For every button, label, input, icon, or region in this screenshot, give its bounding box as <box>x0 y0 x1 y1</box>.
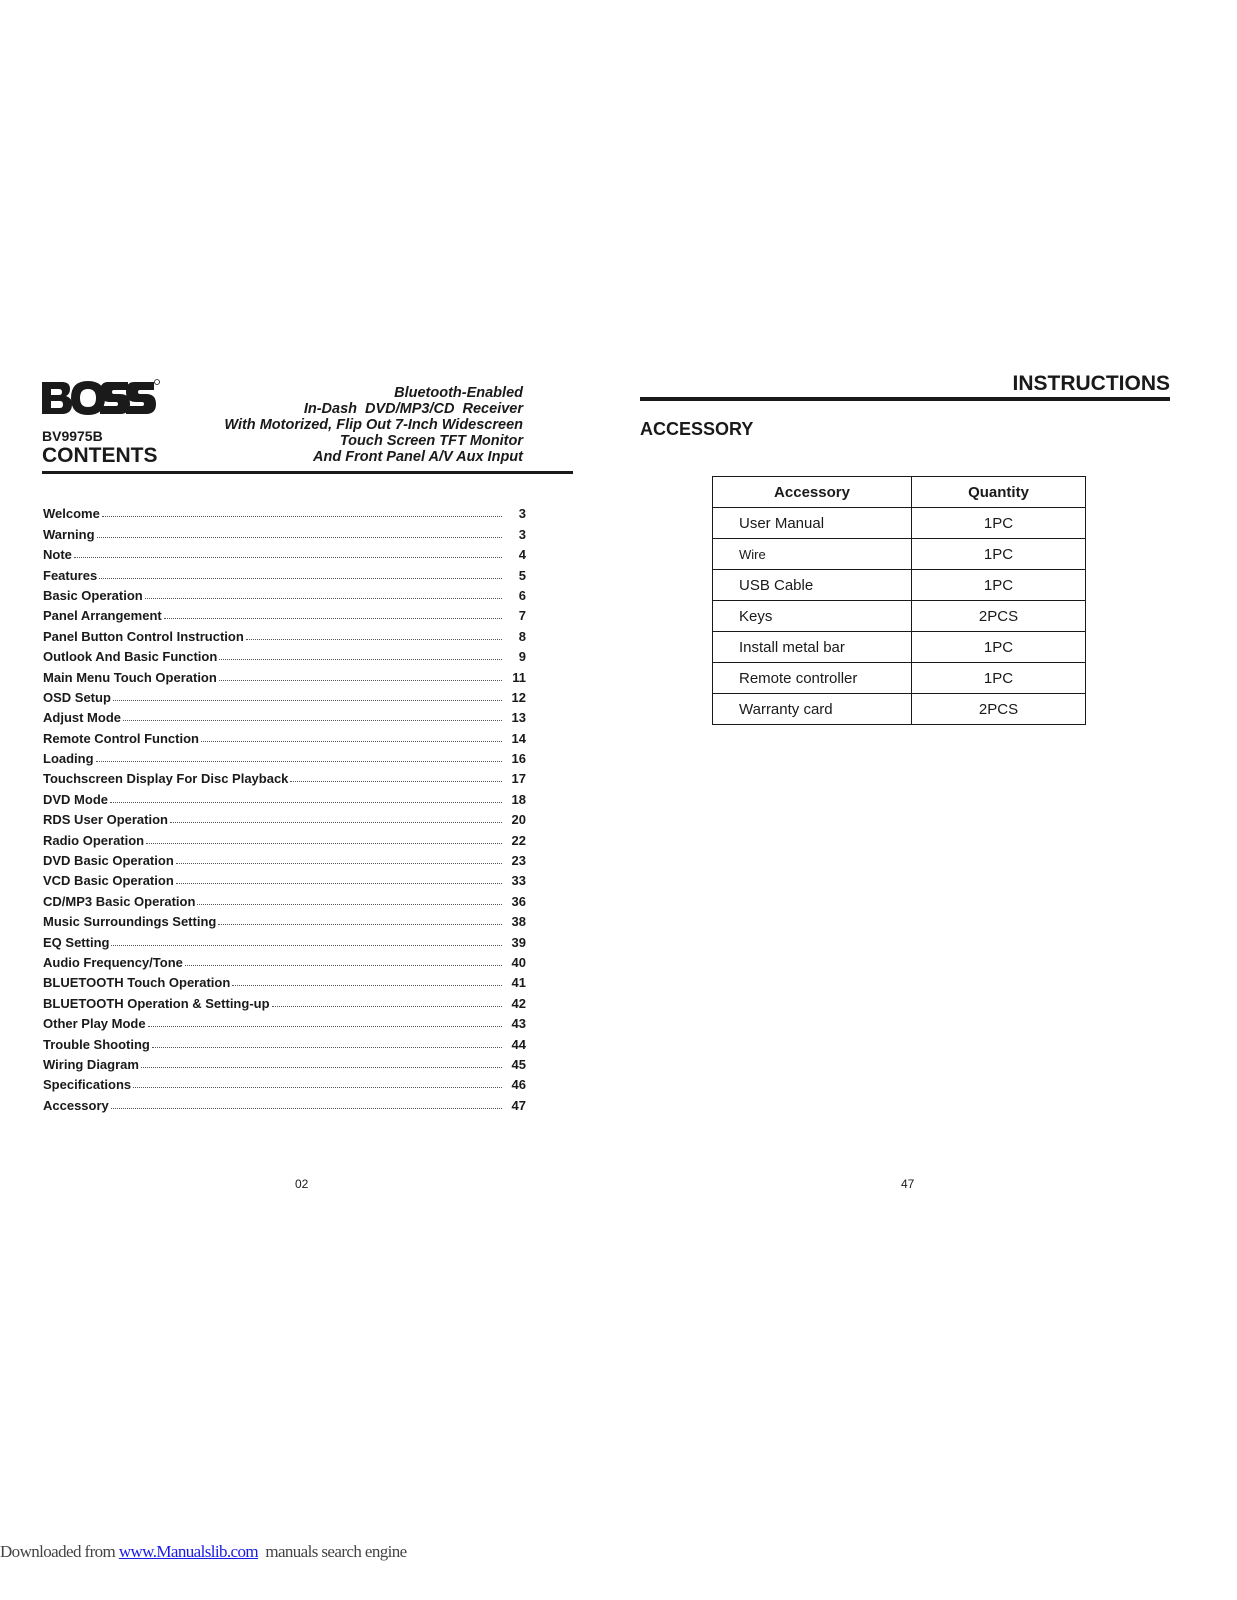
toc-entry <box>43 501 526 521</box>
toc-entry <box>43 929 526 949</box>
toc-entry <box>43 1092 526 1112</box>
toc-label: Loading <box>43 751 94 767</box>
toc-leader-dots <box>99 578 502 579</box>
toc-label: Other Play Mode <box>43 1016 146 1032</box>
toc-leader-dots <box>185 965 502 966</box>
toc-entry <box>43 725 526 745</box>
model-number: BV9975B <box>42 428 103 444</box>
toc-leader-dots <box>232 985 502 986</box>
accessory-name: Wire <box>713 539 912 570</box>
toc-entry <box>43 786 526 806</box>
toc-leader-dots <box>170 822 502 823</box>
page-number-right: 47 <box>901 1177 915 1191</box>
toc-entry <box>43 909 526 929</box>
toc-page-number: 9 <box>518 649 526 665</box>
toc-label: CD/MP3 Basic Operation <box>43 893 196 909</box>
toc-entry <box>43 1011 526 1031</box>
toc-entry <box>43 583 526 603</box>
toc-leader-dots <box>74 557 502 558</box>
toc-label: BLUETOOTH Operation & Setting-up <box>43 995 270 1011</box>
table-row <box>713 508 1086 539</box>
toc-entry <box>43 746 526 766</box>
toc-leader-dots <box>152 1047 502 1048</box>
accessory-quantity: 1PC <box>912 663 1086 694</box>
toc-leader-dots <box>272 1006 502 1007</box>
toc-page-number: 14 <box>511 730 526 746</box>
toc-page-number: 39 <box>511 934 526 950</box>
toc-entry <box>43 644 526 664</box>
toc-page-number: 3 <box>518 506 526 522</box>
toc-leader-dots <box>111 1108 502 1109</box>
accessory-name: USB Cable <box>713 570 912 601</box>
accessory-name: Remote controller <box>713 663 912 694</box>
subtitle-line: In-Dash DVD/MP3/CD Receiver <box>303 401 523 417</box>
page-number-left: 02 <box>295 1177 309 1191</box>
toc-entry <box>43 888 526 908</box>
subtitle-line: Bluetooth-Enabled <box>394 385 523 401</box>
table-row <box>713 570 1086 601</box>
toc-entry <box>43 542 526 562</box>
toc-entry <box>43 1052 526 1072</box>
toc-label: Music Surroundings Setting <box>43 914 217 930</box>
toc-page-number: 13 <box>511 710 526 726</box>
accessory-table <box>712 476 1086 725</box>
toc-page-number: 20 <box>511 812 526 828</box>
toc-page-number: 22 <box>511 832 526 848</box>
toc-page-number: 41 <box>511 975 526 991</box>
toc-page-number: 43 <box>511 1016 526 1032</box>
toc-label: Audio Frequency/Tone <box>43 954 183 970</box>
toc-leader-dots <box>219 680 502 681</box>
toc-label: DVD Mode <box>43 791 108 807</box>
toc-leader-dots <box>123 720 502 721</box>
table-row <box>713 632 1086 663</box>
toc-page-number: 33 <box>511 873 526 889</box>
subtitle-line: And Front Panel A/V Aux Input <box>313 449 523 465</box>
toc-label: VCD Basic Operation <box>43 873 174 889</box>
toc-page-number: 47 <box>511 1097 526 1113</box>
toc-entry <box>43 603 526 623</box>
toc-entry <box>43 562 526 582</box>
toc-leader-dots <box>164 618 502 619</box>
toc-label: Basic Operation <box>43 587 143 603</box>
toc-entry <box>43 990 526 1010</box>
toc-entry <box>43 623 526 643</box>
toc-page-number: 6 <box>518 587 526 603</box>
toc-label: Wiring Diagram <box>43 1056 139 1072</box>
download-footer <box>0 1542 407 1562</box>
toc-entry <box>43 521 526 541</box>
column-header-accessory: Accessory <box>713 477 912 508</box>
toc-leader-dots <box>246 639 502 640</box>
toc-page-number: 8 <box>518 628 526 644</box>
toc-label: BLUETOOTH Touch Operation <box>43 975 231 991</box>
manualslib-link[interactable]: www.Manualslib.com <box>118 1542 259 1561</box>
toc-entry <box>43 1072 526 1092</box>
toc-page-number: 44 <box>511 1036 526 1052</box>
accessory-quantity: 2PCS <box>912 601 1086 632</box>
toc-entry <box>43 950 526 970</box>
toc-leader-dots <box>97 537 502 538</box>
toc-entry <box>43 827 526 847</box>
accessory-name: User Manual <box>713 508 912 539</box>
toc-label: Features <box>43 567 98 583</box>
toc-entry <box>43 766 526 786</box>
header-rule <box>42 471 573 474</box>
table-row <box>713 694 1086 725</box>
toc-leader-dots <box>145 598 502 599</box>
toc-entry <box>43 807 526 827</box>
accessory-quantity: 1PC <box>912 508 1086 539</box>
toc-label: DVD Basic Operation <box>43 853 174 869</box>
toc-label: EQ Setting <box>43 934 110 950</box>
toc-leader-dots <box>218 924 502 925</box>
toc-page-number: 36 <box>511 893 526 909</box>
toc-page-number: 45 <box>511 1056 526 1072</box>
column-header-quantity: Quantity <box>912 477 1086 508</box>
footer-prefix: Downloaded from <box>0 1542 119 1561</box>
toc-label: Outlook And Basic Function <box>43 649 218 665</box>
toc-leader-dots <box>141 1067 502 1068</box>
footer-suffix: manuals search engine <box>258 1542 407 1561</box>
toc-leader-dots <box>219 659 502 660</box>
toc-page-number: 16 <box>511 751 526 767</box>
toc-leader-dots <box>110 802 502 803</box>
accessory-quantity: 2PCS <box>912 694 1086 725</box>
toc-label: Touchscreen Display For Disc Playback <box>43 771 289 787</box>
toc-leader-dots <box>176 883 502 884</box>
toc-label: Panel Button Control Instruction <box>43 628 244 644</box>
toc-leader-dots <box>290 781 502 782</box>
table-row <box>713 601 1086 632</box>
accessory-heading: ACCESSORY <box>640 419 754 439</box>
toc-page-number: 7 <box>518 608 526 624</box>
toc-entry <box>43 664 526 684</box>
table-row <box>713 539 1086 570</box>
toc-page-number: 40 <box>511 954 526 970</box>
contents-title: CONTENTS <box>42 444 158 467</box>
header-rule <box>640 397 1170 401</box>
toc-label: Specifications <box>43 1077 132 1093</box>
toc-label: Welcome <box>43 506 100 522</box>
product-subtitle <box>224 385 523 465</box>
toc-label: Trouble Shooting <box>43 1036 150 1052</box>
toc-leader-dots <box>133 1087 502 1088</box>
toc-leader-dots <box>197 904 502 905</box>
toc-leader-dots <box>102 516 502 517</box>
toc-label: Radio Operation <box>43 832 145 848</box>
toc-leader-dots <box>148 1026 502 1027</box>
toc-page-number: 3 <box>518 526 526 542</box>
subtitle-line: Touch Screen TFT Monitor <box>339 433 523 449</box>
toc-entry <box>43 868 526 888</box>
toc-page-number: 38 <box>511 914 526 930</box>
accessory-name: Keys <box>713 601 912 632</box>
toc-page-number: 12 <box>511 689 526 705</box>
table-header-row <box>713 477 1086 508</box>
toc-page-number: 17 <box>511 771 526 787</box>
accessory-name: Install metal bar <box>713 632 912 663</box>
accessory-name: Warranty card <box>713 694 912 725</box>
toc-label: Accessory <box>43 1097 109 1113</box>
toc-label: Main Menu Touch Operation <box>43 669 217 685</box>
toc-leader-dots <box>113 700 502 701</box>
toc-entry <box>43 685 526 705</box>
toc-label: Note <box>43 547 72 563</box>
toc-page-number: 46 <box>511 1077 526 1093</box>
toc-entry <box>43 848 526 868</box>
toc-label: Panel Arrangement <box>43 608 162 624</box>
toc-entry <box>43 1031 526 1051</box>
toc-page-number: 4 <box>518 547 526 563</box>
toc-label: RDS User Operation <box>43 812 168 828</box>
instructions-title: INSTRUCTIONS <box>1012 372 1170 395</box>
toc-page-number: 23 <box>511 853 526 869</box>
table-row <box>713 663 1086 694</box>
toc-label: Adjust Mode <box>43 710 121 726</box>
toc-label: Warning <box>43 526 95 542</box>
toc-entry <box>43 970 526 990</box>
toc-leader-dots <box>201 741 502 742</box>
boss-logo <box>42 378 160 418</box>
toc-leader-dots <box>96 761 502 762</box>
accessory-quantity: 1PC <box>912 570 1086 601</box>
toc-label: Remote Control Function <box>43 730 199 746</box>
toc-page-number: 5 <box>518 567 526 583</box>
toc-page-number: 42 <box>511 995 526 1011</box>
toc-leader-dots <box>176 863 502 864</box>
toc-page-number: 18 <box>511 791 526 807</box>
toc-leader-dots <box>146 843 502 844</box>
toc-label: OSD Setup <box>43 689 111 705</box>
toc-entry <box>43 705 526 725</box>
table-of-contents <box>43 501 526 1113</box>
toc-page-number: 11 <box>512 669 526 685</box>
accessory-quantity: 1PC <box>912 632 1086 663</box>
toc-leader-dots <box>111 945 502 946</box>
accessory-quantity: 1PC <box>912 539 1086 570</box>
subtitle-line: With Motorized, Flip Out 7-Inch Widescreen <box>224 417 523 433</box>
